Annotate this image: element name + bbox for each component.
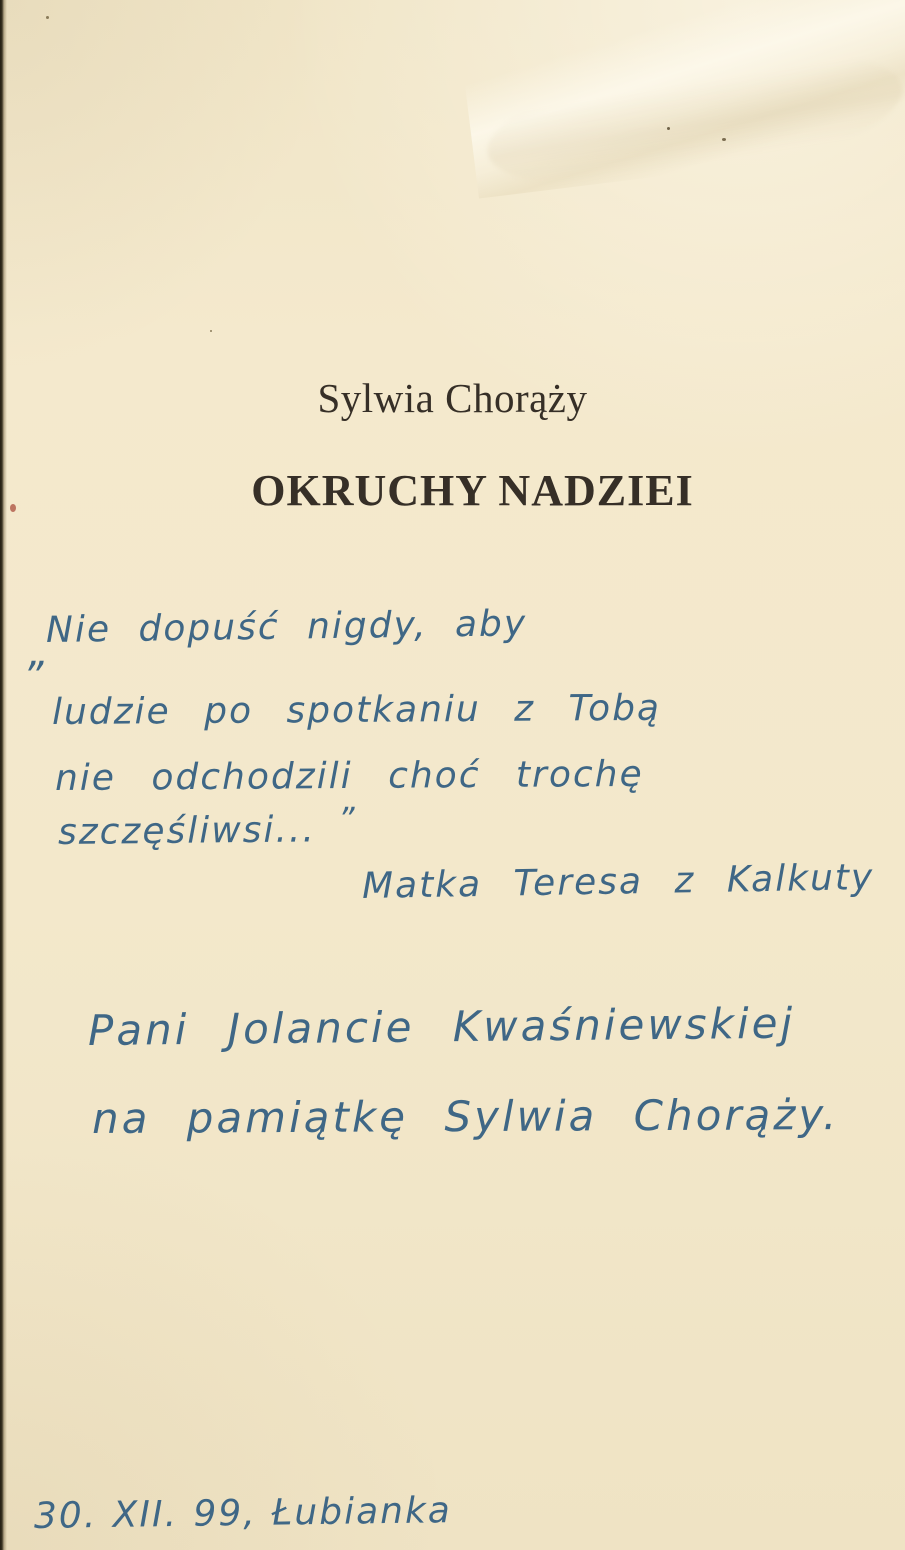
paper-speck <box>10 504 16 512</box>
book-author: Sylwia Chorąży <box>317 375 588 421</box>
quote-line-2: ludzie po spotkaniu z Tobą <box>51 687 662 733</box>
paper-speck <box>210 330 212 332</box>
quote-closing-mark: ” <box>338 800 355 838</box>
paper-speck <box>46 16 49 19</box>
book-title: OKRUCHY NADZIEI <box>251 466 694 515</box>
quote-line-3: nie odchodzili choć trochę <box>54 753 644 799</box>
dedication-line-2: na pamiątkę Sylwia Chorąży. <box>91 1090 840 1143</box>
page-left-edge-shadow <box>0 0 7 1550</box>
quote-opening-mark: „ <box>28 630 49 676</box>
dedication-line-1: Pani Jolancie Kwaśniewskiej <box>87 998 796 1055</box>
paper-speck <box>722 138 726 141</box>
date-and-place: 30. XII. 99, Łubianka <box>33 1490 453 1537</box>
quote-attribution: Matka Teresa z Kalkuty <box>361 857 875 907</box>
quote-line-1: Nie dopuść nigdy, aby <box>45 603 528 651</box>
quote-line-4: szczęśliwsi... <box>57 809 316 853</box>
paper-speck <box>667 127 670 130</box>
